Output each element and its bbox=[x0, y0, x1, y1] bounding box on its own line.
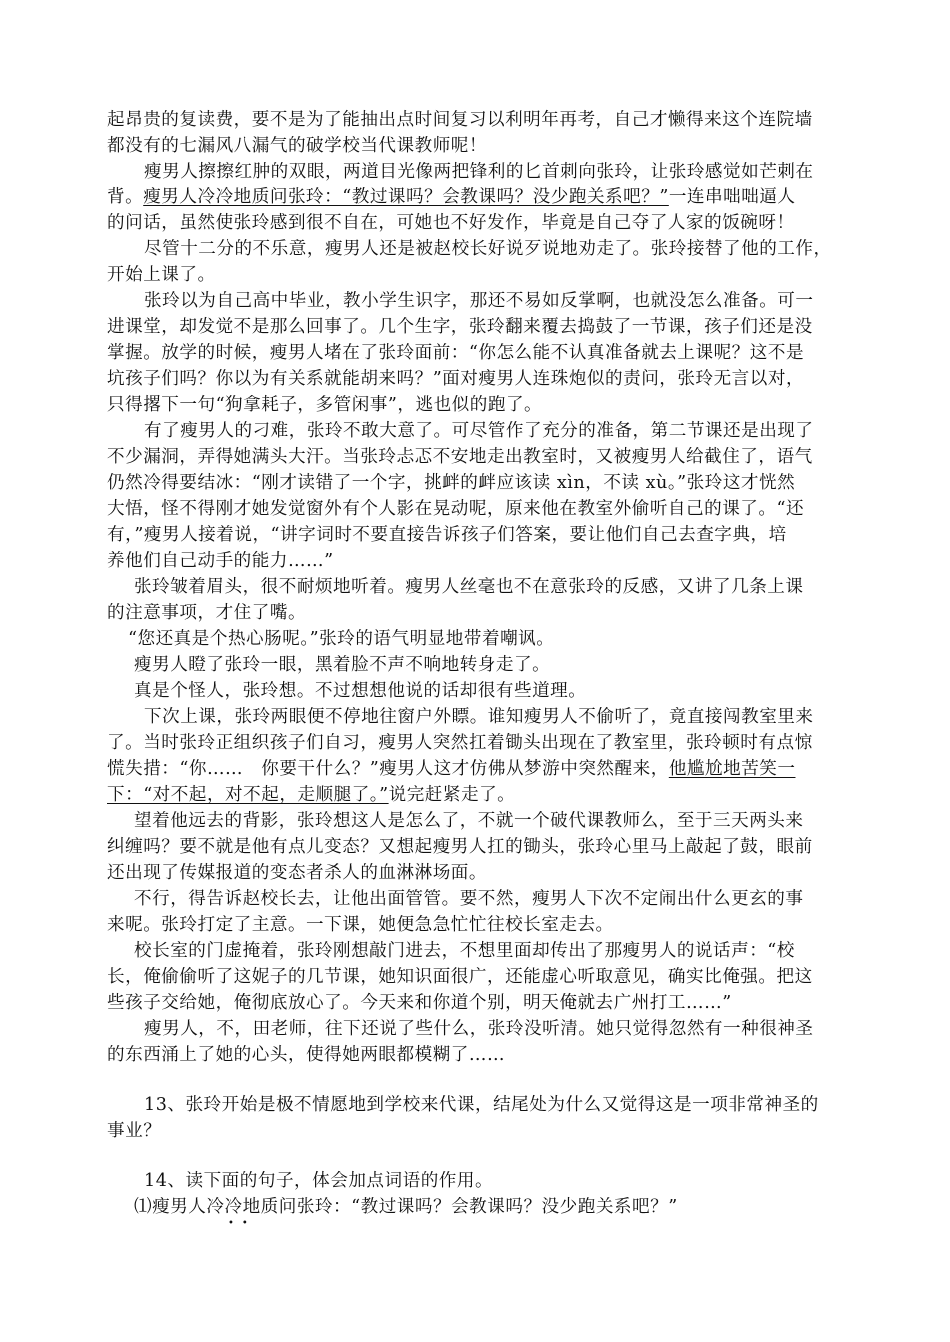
text-line bbox=[107, 757, 795, 781]
text-span: 慌失措：“你…… 你要干什么？”瘦男人这才仿佛从梦游中突然醒来， bbox=[107, 759, 669, 779]
text-line: 长，俺偷偷听了这妮子的几节课，她知识面很广，还能虚心听取意见，确实比俺强。把这 bbox=[107, 967, 813, 987]
text-line: 大悟，怪不得刚才她发觉窗外有个人影在晃动呢，原来他在教室外偷听自己的课了。“还 bbox=[107, 499, 805, 519]
text-span: 一连串咄咄逼人 bbox=[668, 187, 796, 207]
text-line: 进课堂，却发觉不是那么回事了。几个生字，张玲翻来覆去捣鼓了一节课，孩子们还是没 bbox=[107, 317, 813, 337]
text-line: 仍然冷得要结冰：“刚才读错了一个字，挑衅的衅应该读 xìn，不读 xù。”张玲这才恍然 bbox=[107, 473, 796, 493]
text-line: 张玲皱着眉头，很不耐烦地听着。瘦男人丝毫也不在意张玲的反感，又讲了几条上课 bbox=[134, 577, 804, 597]
text-span: 背。 bbox=[107, 187, 144, 207]
question-13-line: 事业？ bbox=[107, 1121, 162, 1141]
text-line: 瘦男人擦擦红肿的双眼，两道目光像两把锋利的匕首刺向张玲，让张玲感觉如芒刺在 bbox=[144, 162, 814, 182]
text-line: 瘦男人瞪了张玲一眼，黑着脸不声不响地转身走了。 bbox=[134, 655, 551, 675]
text-line: 真是个怪人，张玲想。不过想想他说的话却很有些道理。 bbox=[134, 681, 587, 701]
text-line: 来呢。张玲打定了主意。一下课，她便急急忙忙往校长室走去。 bbox=[107, 915, 614, 935]
text-line: 的东西涌上了她的心头，使得她两眼都模糊了…… bbox=[107, 1045, 506, 1065]
text-line: 还出现了传媒报道的变态者杀人的血淋淋场面。 bbox=[107, 863, 487, 883]
text-line: 起昂贵的复读费，要不是为了能抽出点时间复习以利明年再考，自己才懒得来这个连院墙 bbox=[107, 110, 813, 130]
text-line: 只得撂下一句“狗拿耗子，多管闲事”，逃也似的跑了。 bbox=[107, 395, 543, 415]
text-line: 养他们自己动手的能力……” bbox=[107, 551, 334, 571]
text-line: 校长室的门虚掩着，张玲刚想敲门进去，不想里面却传出了那瘦男人的说话声：“校 bbox=[134, 941, 795, 961]
text-line: 了。当时张玲正组织孩子们自习，瘦男人突然扛着锄头出现在了教室里，张玲顿时有点惊 bbox=[107, 733, 813, 753]
text-line: 掌握。放学的时候，瘦男人堵在了张玲面前：“你怎么能不认真准备就去上课呢？这不是 bbox=[107, 343, 805, 363]
text-line: 尽管十二分的不乐意，瘦男人还是被赵校长好说歹说地劝走了。张玲接替了他的工作， bbox=[144, 239, 832, 259]
text-line: 纠缠吗？要不就是他有点儿变态？又想起瘦男人扛的锄头，张玲心里马上敲起了鼓，眼前 bbox=[107, 837, 813, 857]
text-line: 张玲以为自己高中毕业，教小学生识字，那还不易如反掌啊，也就没怎么准备。可一 bbox=[144, 291, 814, 311]
text-line: 坑孩子们吗？你以为有关系就能胡来吗？”面对瘦男人连珠炮似的责问，张玲无言以对， bbox=[107, 369, 805, 389]
underlined-sentence: 下：“对不起，对不起，走顺腿了。” bbox=[107, 785, 389, 805]
underlined-sentence: 他尴尬地苦笑一 bbox=[668, 759, 796, 779]
text-line: 有了瘦男人的刁难，张玲不敢大意了。可尽管作了充分的准备，第二节课还是出现了 bbox=[144, 421, 814, 441]
text-line: 开始上课了。 bbox=[107, 265, 216, 285]
text-line bbox=[107, 185, 796, 209]
text-line bbox=[107, 783, 515, 807]
underlined-sentence: 瘦男人冷冷地质问张玲：“教过课吗？会教课吗？没少跑关系吧？” bbox=[143, 187, 669, 207]
text-line: 的问话，虽然使张玲感到很不自在，可她也不好发作，毕竟是自己夺了人家的饭碗呀！ bbox=[107, 213, 795, 233]
text-line: 瘦男人，不，田老师，往下还说了些什么，张玲没听清。她只觉得忽然有一种很神圣 bbox=[144, 1019, 814, 1039]
text-line: 的注意事项，才住了嘴。 bbox=[107, 603, 307, 623]
question-14-title: 14、读下面的句子，体会加点词语的作用。 bbox=[144, 1171, 494, 1191]
text-line: 有，”瘦男人接着说，“讲字词时不要直接告诉孩子们答案，要让他们自己去查字典，培 bbox=[107, 525, 787, 545]
text-line: 望着他远去的背影，张玲想这人是怎么了，不就一个破代课教师么，至于三天两头来 bbox=[134, 811, 804, 831]
text-line: 不少漏洞，弄得她满头大汗。当张玲忐忑不安地走出教室时，又被瘦男人给截住了，语气 bbox=[107, 447, 813, 467]
text-line: 下次上课，张玲两眼便不停地往窗户外瞟。谁知瘦男人不偷听了，竟直接闯教室里来 bbox=[144, 707, 814, 727]
question-13-line: 13、张玲开始是极不情愿地到学校来代课，结尾处为什么又觉得这是一项非常神圣的 bbox=[144, 1095, 819, 1115]
emphasis-dots: •• bbox=[228, 1218, 256, 1229]
text-line: 些孩子交给她，俺彻底放心了。今天来和你道个别，明天俺就去广州打工……” bbox=[107, 993, 732, 1013]
question-14-sentence: ⑴瘦男人冷冷地质问张玲：“教过课吗？会教课吗？没少跑关系吧？” bbox=[134, 1197, 678, 1217]
text-line: “您还真是个热心肠呢。”张玲的语气明显地带着嘲讽。 bbox=[128, 629, 555, 649]
text-line: 都没有的七漏风八漏气的破学校当代课教师呢！ bbox=[107, 136, 487, 156]
text-span: 说完赶紧走了。 bbox=[388, 785, 516, 805]
text-line: 不行，得告诉赵校长去，让他出面管管。要不然，瘦男人下次不定闹出什么更玄的事 bbox=[134, 889, 804, 909]
